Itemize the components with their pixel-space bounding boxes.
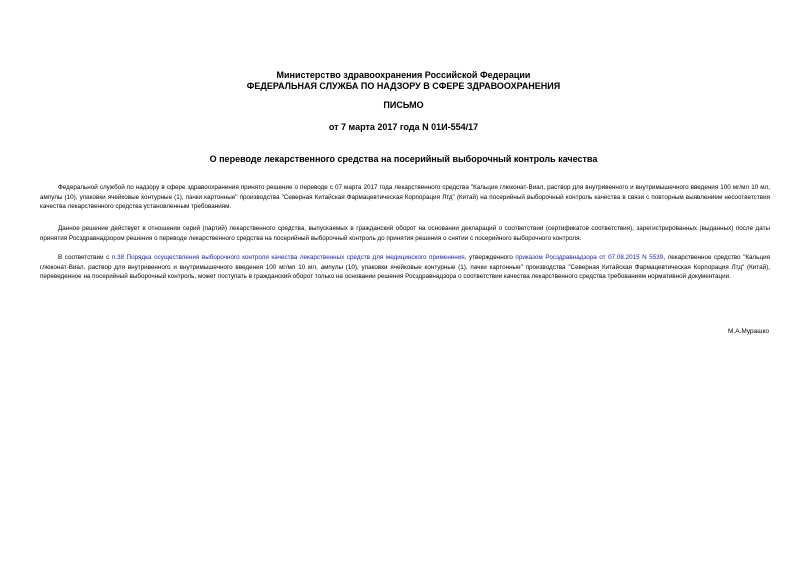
- body-paragraph-2: Данное решение действует в отношении серий (партий) лекарственного средства, выпускаемых в гражданский оборот на основании деклараций о соответствии (сертификатов соответствия), зарегистрированных (выданных) после даты принятия Росздравнадзором решения о переводе лекарственного средства на посерийный выборочный контроль до принятия решения о снятии с посерийного выборочного контроля.: [40, 225, 770, 242]
- body-paragraph-3: [40, 253, 770, 282]
- paragraph-3-middle: , утвержденного: [464, 254, 516, 261]
- paragraph-3-suffix: , лекарственное средство "Кальция глюконат-Виал, раствор для внутривенного и внутримышечного введения 100 мг/мл 10 мл, ампулы (10), упаковки ячейковые контурные (1), пачки картонные" производства "Северная Китайская Фармацевтическая Корпорация Лтд" (Китай), переведенное на посерийный выборочный контроль, может поступать в гражданский оборот только на основании решения Росздравнадзора о соответствии качества лекарственного средства требованиям нормативной документации.: [40, 254, 771, 281]
- ministry-name: Министерство здравоохранения Российской Федерации: [276, 70, 531, 80]
- roszdravnadzor-order-link[interactable]: приказом Росздравнадзора от 07.08.2015 N 5539: [515, 254, 664, 261]
- order-procedure-link[interactable]: п.38 Порядка осуществления выборочного контроля качества лекарственных средств для медицинского применения: [111, 254, 465, 261]
- paragraph-3-prefix: В соответствии с: [58, 254, 112, 261]
- document-subject: О переводе лекарственного средства на посерийный выборочный контроль качества: [209, 154, 598, 164]
- signature: М.А.Мурашко: [727, 328, 769, 335]
- body-paragraph-1: Федеральной службой по надзору в сфере здравоохранения принято решение о переводе с 07 марта 2017 года лекарственного средства "Кальция глюконат-Виал, раствор для внутривенного и внутримышечного введения 100 мг/мл 10 мл, ампулы (10), упаковки ячейковые контурные (1), пачки картонные" производства "Северная Китайская Фармацевтическая Корпорация Лтд" (Китай) на посерийный выборочный контроль качества в связи с повторным выявлением несоответствия качества лекарственного средства установленным требованиям.: [40, 184, 770, 211]
- document-date-number: от 7 марта 2017 года N 01И-554/17: [328, 122, 479, 132]
- document-type: ПИСЬМО: [383, 100, 424, 110]
- service-name: ФЕДЕРАЛЬНАЯ СЛУЖБА ПО НАДЗОРУ В СФЕРЕ ЗДРАВООХРАНЕНИЯ: [246, 81, 561, 91]
